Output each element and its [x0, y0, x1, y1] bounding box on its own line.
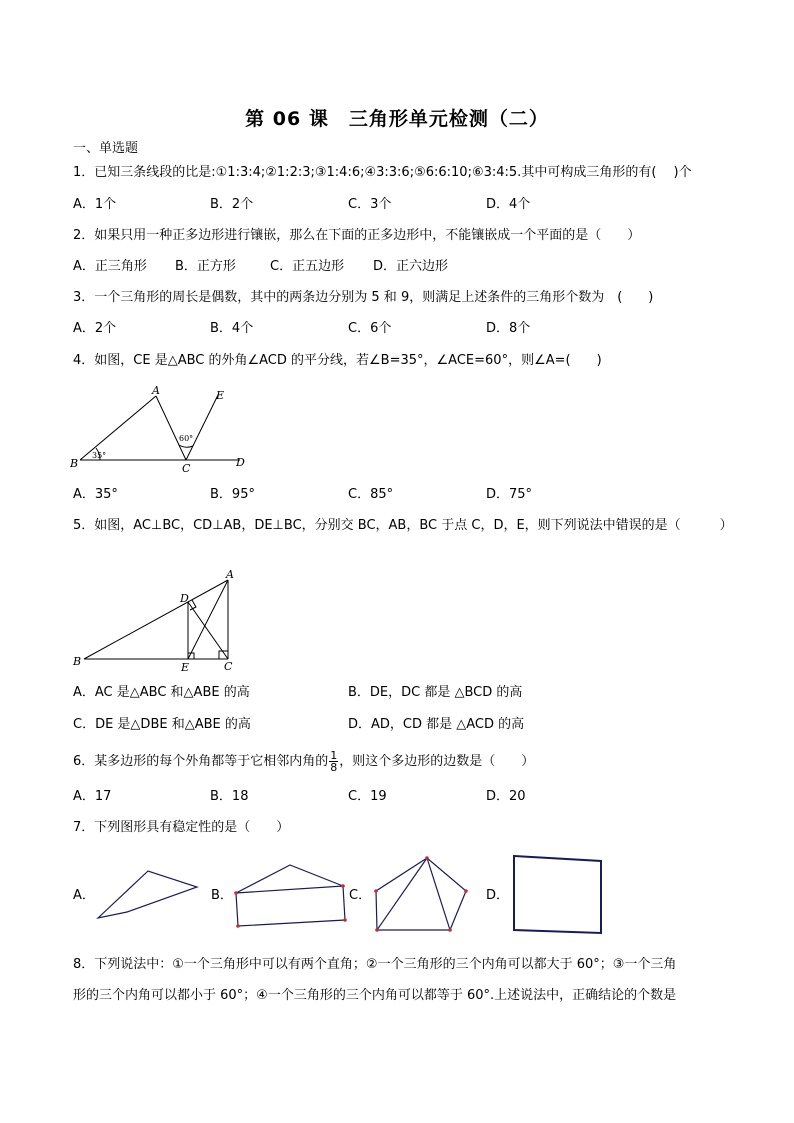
segment-dc [188, 602, 228, 659]
q7-shape-a-quadrilateral [93, 864, 203, 924]
q6-stem-before: 6．某多边形的每个外角都等于它相邻内角的 [73, 754, 329, 769]
q2-option-c[interactable]: C．正五边形 [270, 259, 345, 274]
q5-option-a[interactable]: A．AC 是△ABC 和△ABE 的高 [73, 685, 250, 700]
q6-option-b[interactable]: B．18 [210, 789, 249, 804]
q6-option-a[interactable]: A．17 [73, 789, 112, 804]
q7-option-b[interactable]: B． [211, 888, 233, 903]
q7-option-a[interactable]: A． [73, 888, 95, 903]
angle-60-label: 60° [179, 434, 194, 443]
question-1-stem: 1．已知三条线段的比是:①1:3:4;②1:2:3;③1:4:6;④3:3:6;⑤6:6:10;⑥3:4:5.其中可构成三角形的有( )个 [73, 165, 692, 180]
q5-figure [66, 566, 246, 678]
q7-option-d[interactable]: D． [486, 888, 510, 903]
q1-option-d[interactable]: D．4个 [486, 197, 531, 212]
q3-option-a[interactable]: A．2个 [73, 321, 117, 336]
q4-option-a[interactable]: A．35° [73, 487, 118, 502]
question-7-stem: 7．下列图形具有稳定性的是（ ） [73, 820, 290, 835]
q6-option-d[interactable]: D．20 [486, 789, 526, 804]
q2-option-b[interactable]: B．正方形 [175, 259, 236, 274]
q6-stem-after: ，则这个多边形的边数是（ ） [339, 754, 535, 769]
q4-option-c[interactable]: C．85° [348, 487, 394, 502]
segment-ab [84, 580, 228, 659]
q6-fraction [329, 750, 338, 773]
label-a: A [226, 568, 234, 581]
label-e: E [181, 661, 190, 674]
question-4-stem: 4．如图，CE 是△ABC 的外角∠ACD 的平分线，若∠B=35°，∠ACE=60°，则∠A=( ) [73, 353, 602, 368]
q3-option-b[interactable]: B．4个 [210, 321, 254, 336]
question-3-stem: 3．一个三角形的周长是偶数，其中的两条边分别为 5 和 9，则满足上述条件的三角形个数为 ( ) [73, 290, 654, 305]
angle-35-label: 35° [92, 451, 107, 460]
q3-option-d[interactable]: D．8个 [486, 321, 531, 336]
label-e: E [216, 389, 225, 402]
q7-shape-b-rectangle-with-triangle [232, 860, 350, 930]
q4-option-d[interactable]: D．75° [486, 487, 533, 502]
q2-option-a[interactable]: A．正三角形 [73, 259, 147, 274]
section-heading: 一、单选题 [73, 141, 139, 156]
label-d: D [236, 456, 245, 469]
q1-option-b[interactable]: B．2个 [210, 197, 254, 212]
angle-ace-arc [179, 445, 193, 447]
q4-figure [68, 382, 253, 472]
question-5-stem: 5．如图，AC⊥BC，CD⊥AB，DE⊥BC，分别交 BC，AB，BC 于点 C，D，E，则下列说法中错误的是（ ） [73, 518, 733, 533]
right-angle-d [190, 600, 196, 610]
question-2-stem: 2．如果只用一种正多边形进行镶嵌，那么在下面的正多边形中，不能镶嵌成一个平面的是（ ） [73, 228, 641, 243]
q5-option-b[interactable]: B．DE，DC 都是 △BCD 的高 [348, 685, 523, 700]
label-c: C [182, 462, 191, 472]
q3-option-c[interactable]: C．6个 [348, 321, 392, 336]
segment-ae [188, 580, 228, 659]
label-c: C [224, 660, 233, 673]
q2-option-d[interactable]: D．正六边形 [373, 259, 449, 274]
q5-option-d[interactable]: D．AD，CD 都是 △ACD 的高 [348, 717, 525, 732]
q7-shape-c-pentagon-triangulated [370, 854, 470, 936]
segment-ce [186, 395, 218, 460]
q6-fraction-numerator: 1 [330, 749, 338, 762]
label-b: B [70, 457, 79, 470]
label-d: D [180, 592, 189, 605]
q7-shape-d-quadrilateral [508, 852, 606, 938]
question-8-stem-line1: 8．下列说法中：①一个三角形中可以有两个直角；②一个三角形的三个内角可以都大于 60°；③一个三角 [73, 957, 677, 972]
q7-option-c[interactable]: C． [349, 888, 372, 903]
q4-option-b[interactable]: B．95° [210, 487, 255, 502]
q6-option-c[interactable]: C．19 [348, 789, 387, 804]
question-6-stem [73, 750, 534, 773]
q1-option-a[interactable]: A．1个 [73, 197, 117, 212]
label-a: A [152, 384, 160, 397]
page-title: 第 06 课 三角形单元检测（二） [245, 108, 549, 130]
segment-ac [156, 396, 186, 460]
q1-option-c[interactable]: C．3个 [348, 197, 392, 212]
label-b: B [73, 655, 82, 668]
q6-fraction-denominator: 8 [330, 761, 338, 774]
q5-option-c[interactable]: C．DE 是△DBE 和△ABE 的高 [73, 717, 251, 732]
question-8-stem-line2: 形的三个内角可以都小于 60°；④一个三角形的三个内角可以都等于 60°.上述说法中，正确结论的个数是 [73, 988, 677, 1003]
